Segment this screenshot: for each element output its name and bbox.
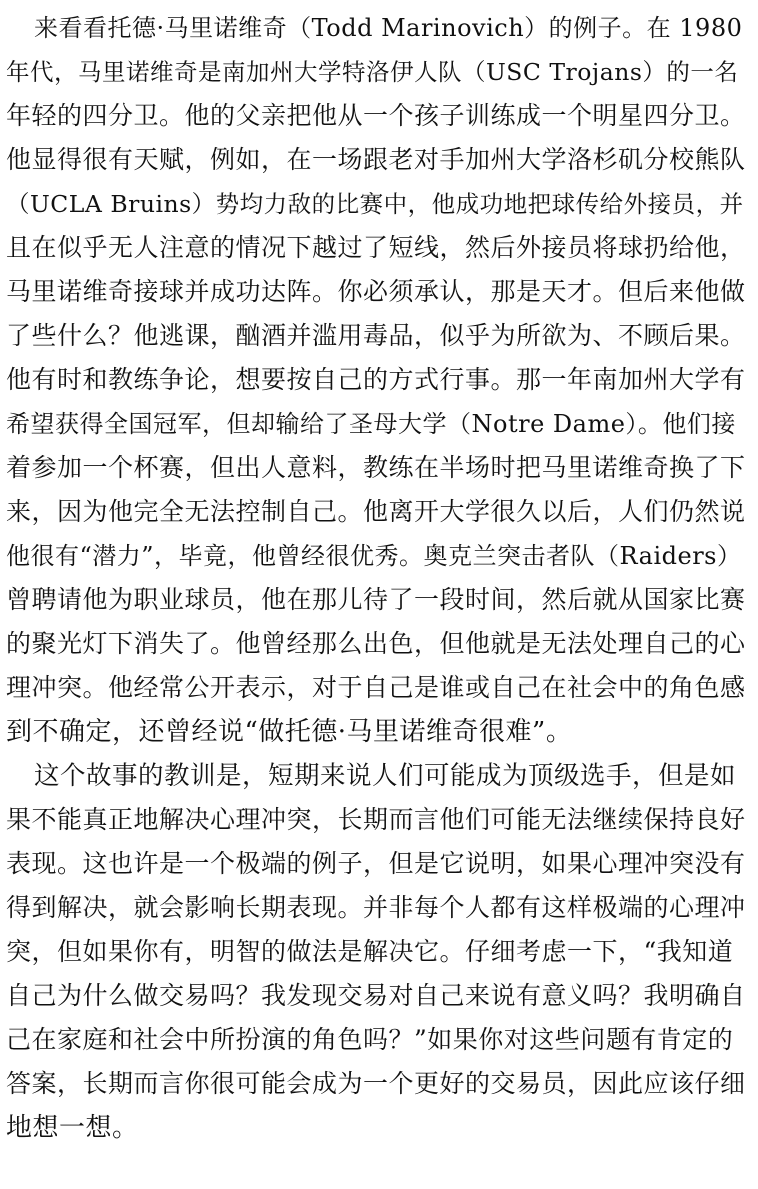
paragraph-1-line-9: 他有时和教练争论，想要按自己的方式行事。那一年南加州大学有 [6, 365, 746, 394]
paragraph-1-line-4: 他显得很有天赋，例如，在一场跟老对手加州大学洛杉矶分校熊队 [6, 145, 746, 174]
paragraph-1-line-5: （UCLA Bruins）势均力敌的比赛中，他成功地把球传给外接员，并 [6, 190, 744, 218]
paragraph-1-line-7: 马里诺维奇接球并成功达阵。你必须承认，那是天才。但后来他做 [6, 277, 746, 306]
paragraph-1-line-8: 了些什么？他逃课，酗酒并滥用毒品，似乎为所欲为、不顾后果。 [6, 321, 746, 350]
paragraph-2-line-6: 自己为什么做交易吗？我发现交易对自己来说有意义吗？我明确自 [6, 981, 746, 1010]
paragraph-1-line-17: 到不确定，还曾经说“做托德·马里诺维奇很难”。 [6, 717, 573, 747]
paragraph-2-line-3: 表现。这也许是一个极端的例子，但是它说明，如果心理冲突没有 [6, 849, 746, 878]
paragraph-1-line-11: 着参加一个杯赛，但出人意料，教练在半场时把马里诺维奇换了下 [6, 453, 746, 482]
paragraph-2-line-2: 果不能真正地解决心理冲突，长期而言他们可能无法继续保持良好 [6, 805, 746, 834]
paragraph-2-line-7: 己在家庭和社会中所扮演的角色吗？”如果你对这些问题有肯定的 [6, 1025, 734, 1054]
paragraph-1-line-3: 年轻的四分卫。他的父亲把他从一个孩子训练成一个明星四分卫。 [6, 101, 746, 130]
paragraph-2-line-4: 得到解决，就会影响长期表现。并非每个人都有这样极端的心理冲 [6, 893, 746, 922]
paragraph-2-line-1: 这个故事的教训是，短期来说人们可能成为顶级选手，但是如 [34, 761, 737, 791]
paragraph-1-line-13: 他很有“潜力”，毕竟，他曾经很优秀。奥克兰突击者队（Raiders） [6, 542, 742, 570]
paragraph-2-line-5: 突，但如果你有，明智的做法是解决它。仔细考虑一下，“我知道 [6, 937, 734, 966]
paragraph-2-line-8: 答案，长期而言你很可能会成为一个更好的交易员，因此应该仔细 [6, 1069, 746, 1098]
paragraph-1-line-10: 希望获得全国冠军，但却输给了圣母大学（Notre Dame）。他们接 [6, 410, 736, 438]
paragraph-1-line-2: 年代，马里诺维奇是南加州大学特洛伊人队（USC Trojans）的一名 [6, 58, 739, 86]
paragraph-1-line-12: 来，因为他完全无法控制自己。他离开大学很久以后，人们仍然说 [6, 497, 746, 526]
paragraph-2-line-9: 地想一想。 [6, 1113, 139, 1143]
paragraph-1-line-6: 且在似乎无人注意的情况下越过了短线，然后外接员将球扔给他， [6, 233, 746, 262]
paragraph-1-line-14: 曾聘请他为职业球员，他在那儿待了一段时间，然后就从国家比赛 [6, 585, 746, 614]
paragraph-1-line-15: 的聚光灯下消失了。他曾经那么出色，但他就是无法处理自己的心 [6, 629, 746, 658]
paragraph-1-line-1: 来看看托德·马里诺维奇（Todd Marinovich）的例子。在 1980 [34, 14, 743, 42]
paragraph-1-line-16: 理冲突。他经常公开表示，对于自己是谁或自己在社会中的角色感 [6, 673, 746, 702]
